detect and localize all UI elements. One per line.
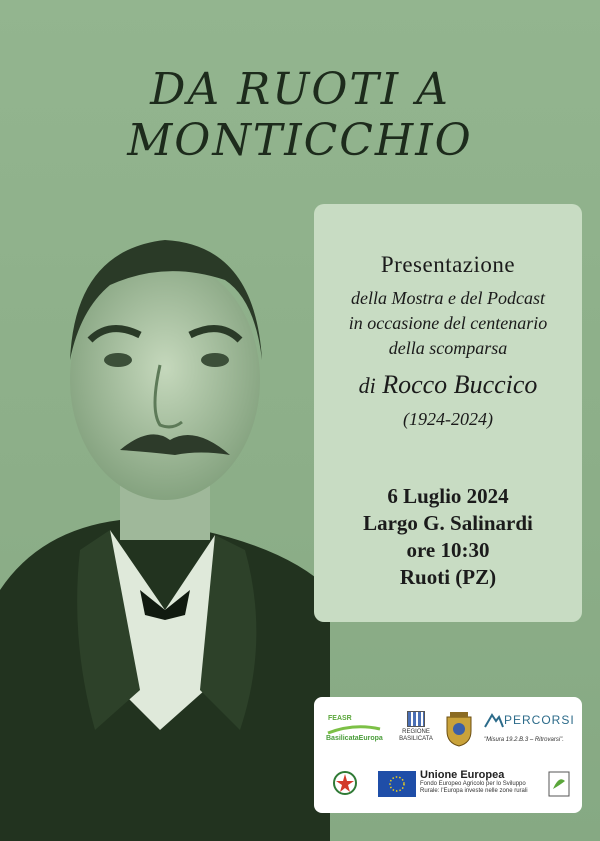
description-line-2: in occasione del centenario (348, 313, 548, 333)
eu-text-block (420, 769, 530, 795)
event-info-panel (314, 204, 582, 622)
name-prefix: di (358, 373, 376, 398)
presentation-heading: Presentazione (380, 252, 516, 277)
regione-emblem-icon (407, 711, 425, 727)
eu-subtitle: Fondo Europeo Agricolo per lo Sviluppo Rurale: l'Europa investe nelle zone rurali (420, 781, 528, 794)
mountain-icon (484, 711, 504, 729)
coat-of-arms-icon (444, 711, 474, 747)
poster-title: DA RUOTI A MONTICCHIO (127, 64, 473, 166)
italian-republic-emblem-icon (332, 769, 358, 799)
person-name-line (314, 370, 582, 400)
regione-label: REGIONE BASILICATA (399, 729, 433, 742)
regione-basilicata-logo (396, 711, 436, 751)
event-date: 6 Luglio 2024 (387, 484, 509, 508)
eu-flag-icon (378, 771, 416, 797)
feasr-logo (326, 715, 382, 747)
eu-heading: Unione Europea (420, 769, 505, 781)
event-city: Ruoti (PZ) (399, 565, 497, 589)
portrait-image (0, 170, 330, 841)
event-time: ore 10:30 (406, 538, 490, 562)
sponsor-logos (314, 697, 582, 813)
feasr-logo-label: FEASR (328, 715, 352, 722)
percorsi-subtitle: "Misura 19.2.B.3 – Ritrovarsi". (484, 737, 564, 743)
percorsi-logo (484, 711, 574, 751)
percorsi-label: PERCORSI (504, 713, 575, 727)
description-line-3: della scomparsa (388, 338, 508, 358)
person-name: Rocco Buccico (382, 370, 538, 399)
feasr-logo-sub: BasilicataEuropa (326, 735, 383, 742)
description-line-1: della Mostra e del Podcast (351, 288, 545, 308)
person-years: (1924-2024) (403, 409, 493, 429)
event-place: Largo G. Salinardi (363, 511, 533, 535)
leader-logo-icon (548, 771, 570, 797)
